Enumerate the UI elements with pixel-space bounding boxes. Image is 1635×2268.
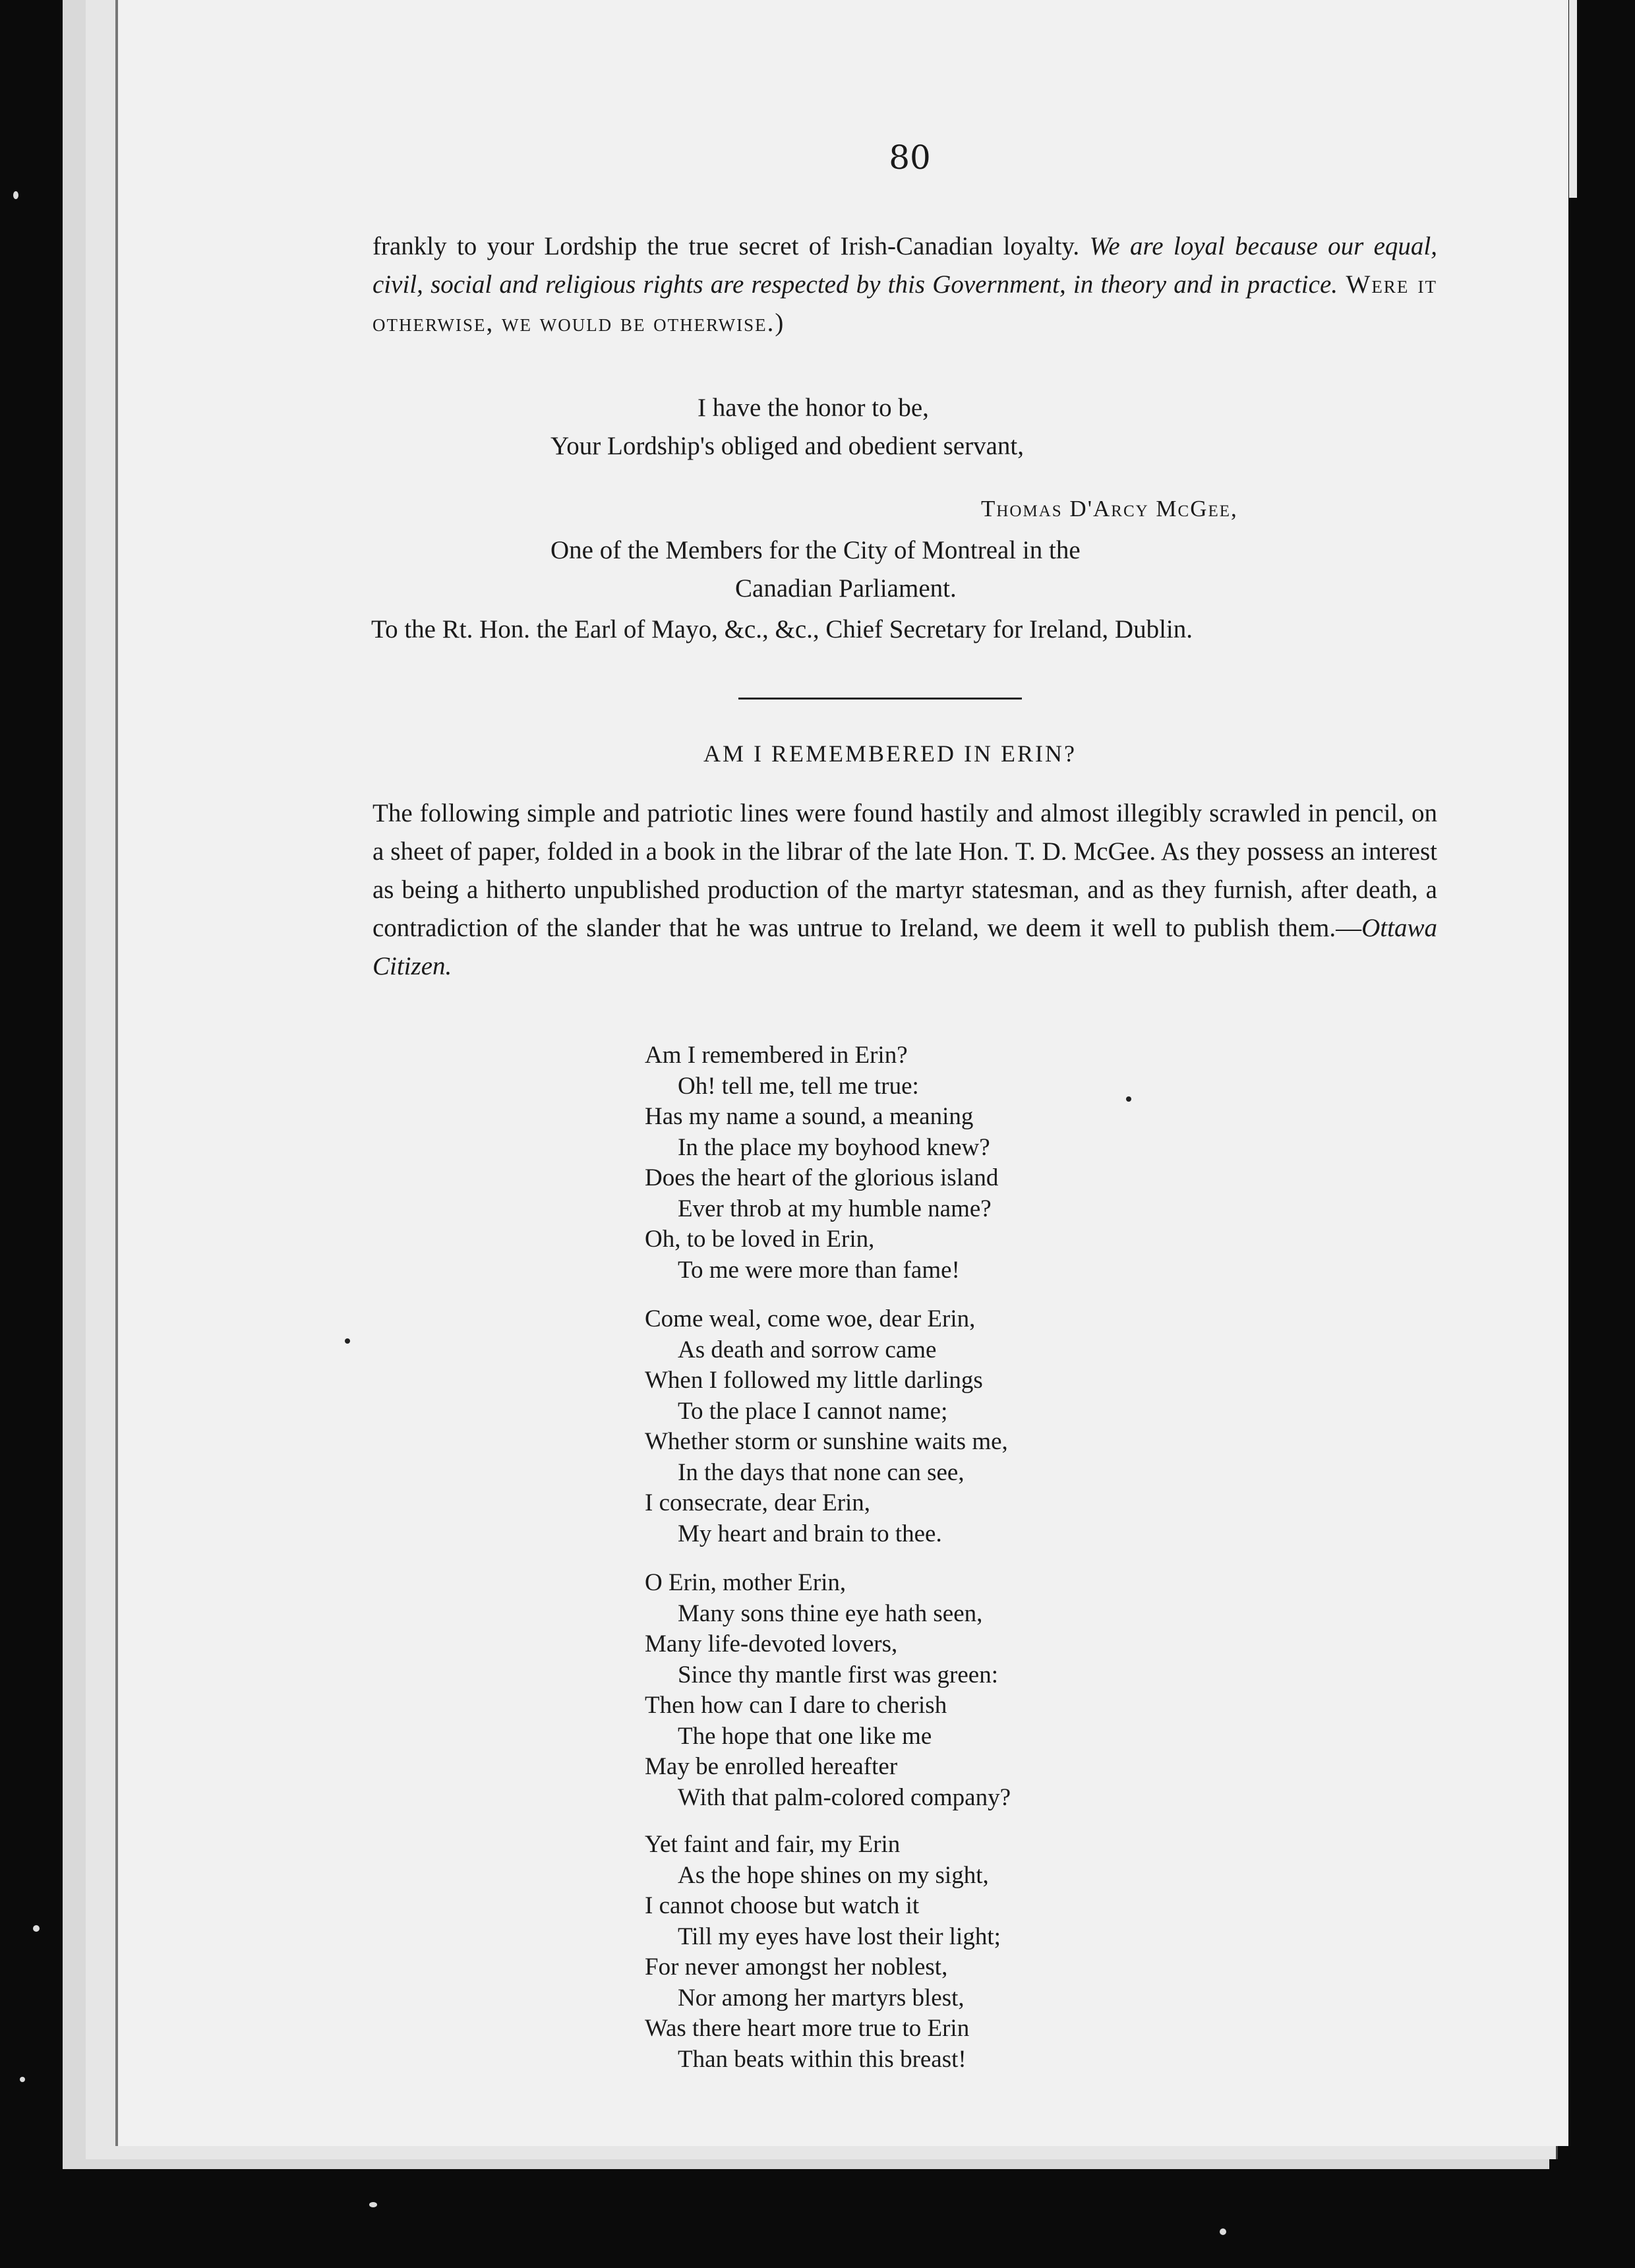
verse-line: Many life-devoted lovers,	[645, 1630, 898, 1657]
opening-text: frankly to your Lordship the true secret of Irish-Canadian loyalty.	[372, 232, 1090, 260]
verse-line: The hope that one like me	[678, 1722, 932, 1750]
verse-line: As the hope shines on my sight,	[678, 1861, 989, 1889]
scan-noise-speck	[20, 2077, 25, 2082]
verse-line: To me were more than fame!	[678, 1256, 960, 1284]
scan-noise-speck	[369, 2202, 377, 2207]
verse-line: O Erin, mother Erin,	[645, 1569, 847, 1596]
intro-text: The following simple and patriotic lines were found hastily and almost illegibly scrawled in pencil, on a sheet of paper, folded in a book in the librar of the late Hon. T. D. McGee. As they possess an interest as being a hitherto unpublished production of the martyr statesman, and as they furnish, after death, a contradiction of the slander that he was untrue to Ireland, we deem it well to publish them.—	[372, 799, 1437, 942]
verse-line: As death and sorrow came	[678, 1336, 937, 1363]
verse-line: May be enrolled hereafter	[645, 1753, 898, 1780]
verse-line: In the place my boyhood knew?	[678, 1133, 990, 1161]
verse-line: My heart and brain to thee.	[678, 1520, 942, 1547]
verse-line: To the place I cannot name;	[678, 1397, 948, 1425]
verse-line: For never amongst her noblest,	[645, 1954, 948, 1981]
verse-line: Since thy mantle first was green:	[678, 1661, 999, 1688]
verse-line: Many sons thine eye hath seen,	[678, 1599, 983, 1627]
poem-heading: AM I REMEMBERED IN ERIN?	[703, 740, 1077, 767]
verse-line: Ever throb at my humble name?	[678, 1195, 992, 1222]
intro-paragraph	[372, 794, 1437, 986]
verse-line: Was there heart more true to Erin	[645, 2015, 970, 2042]
stanza-1	[645, 1040, 998, 1286]
ink-speck	[1126, 1096, 1131, 1102]
scan-noise-speck	[1220, 2228, 1226, 2235]
stanza-2	[645, 1304, 1008, 1549]
verse-line: Oh, to be loved in Erin,	[645, 1226, 875, 1253]
verse-line: I cannot choose but watch it	[645, 1892, 920, 1919]
verse-line: Till my eyes have lost their light;	[678, 1923, 1001, 1950]
stanza-4	[645, 1830, 1001, 2075]
verse-line: Oh! tell me, tell me true:	[678, 1072, 919, 1100]
verse-line: Nor among her martyrs blest,	[678, 1984, 965, 2012]
verse-line: In the days that none can see,	[678, 1458, 965, 1486]
signature: Thomas D'Arcy McGee,	[981, 496, 1238, 522]
addressee: To the Rt. Hon. the Earl of Mayo, &c., &c., Chief Secretary for Ireland, Dublin.	[371, 615, 1193, 643]
verse-line: With that palm-colored company?	[678, 1783, 1011, 1811]
closing-servant: Your Lordship's obliged and obedient servant,	[550, 432, 1024, 460]
member-line-1: One of the Members for the City of Montreal in the	[550, 536, 1081, 564]
page-binding-strip	[1569, 0, 1577, 198]
member-line-2: Canadian Parliament.	[735, 574, 957, 603]
stanza-3	[645, 1568, 1011, 1813]
opening-smallcaps: Were it otherwise, we would be otherwise.)	[372, 270, 1437, 337]
opening-italic: We are loyal because our equal, civil, social and religious rights are respected by this Government, in theory and in practice.	[372, 232, 1437, 299]
verse-line: Has my name a sound, a meaning	[645, 1103, 974, 1130]
verse-line: Then how can I dare to cherish	[645, 1692, 947, 1719]
scan-noise-speck	[13, 191, 18, 199]
opening-paragraph	[372, 227, 1437, 342]
verse-line: Am I remembered in Erin?	[645, 1042, 908, 1069]
page-number: 80	[889, 138, 931, 177]
closing-honor: I have the honor to be,	[698, 394, 929, 422]
verse-line: Than beats within this breast!	[678, 2045, 966, 2073]
verse-line: Yet faint and fair, my Erin	[645, 1831, 901, 1858]
verse-line: When I followed my little darlings	[645, 1367, 983, 1394]
intro-source: Ottawa Citizen.	[372, 914, 1437, 980]
verse-line: Does the heart of the glorious island	[645, 1164, 999, 1191]
verse-line: Come weal, come woe, dear Erin,	[645, 1305, 976, 1332]
verse-line: Whether storm or sunshine waits me,	[645, 1428, 1008, 1455]
scan-noise-speck	[33, 1925, 40, 1932]
verse-line: I consecrate, dear Erin,	[645, 1489, 871, 1516]
section-divider	[738, 698, 1022, 700]
ink-speck	[345, 1338, 350, 1344]
